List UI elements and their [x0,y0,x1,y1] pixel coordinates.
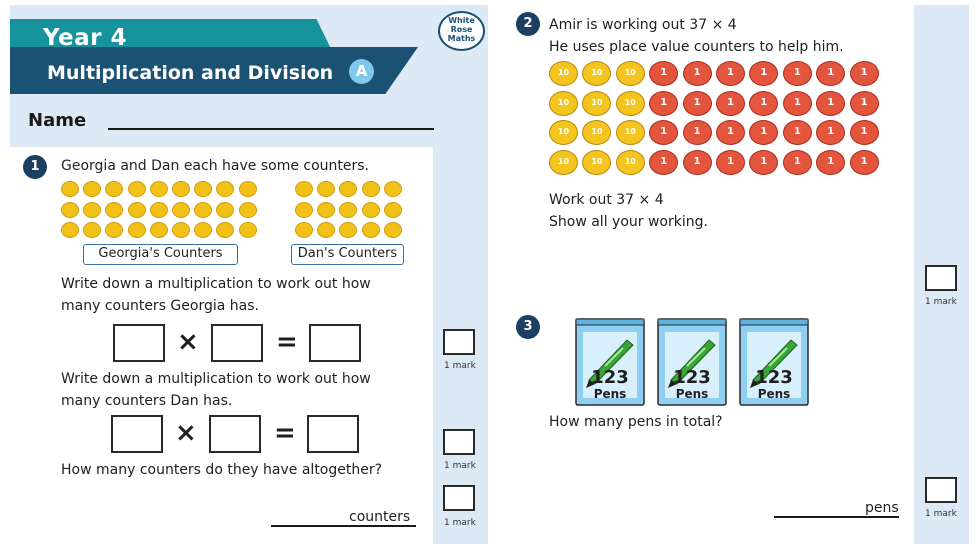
page-title: Multiplication and Division [47,62,334,84]
ten-counter: 10 [549,150,578,175]
one-counter: 1 [716,150,745,175]
q1-part-b-line1: Write down a multiplication to work out how [61,371,371,387]
one-counter: 1 [783,120,812,145]
q1-part-a-line2: many counters Georgia has. [61,298,259,314]
georgia-counter [83,202,101,218]
dan-counter [384,222,402,238]
one-counter: 1 [816,61,845,86]
georgia-counter [105,181,123,197]
georgia-counter [61,222,79,238]
ten-counter: 10 [616,91,645,116]
q2-instruction-2: Show all your working. [549,214,708,230]
pen-pack-number: 123 [755,367,793,388]
georgia-counter [83,181,101,197]
dan-counter [339,222,357,238]
georgia-counter [194,202,212,218]
one-counter: 1 [683,91,712,116]
times-symbol: × [177,327,199,357]
q1-part-a-line1: Write down a multiplication to work out how [61,276,371,292]
georgia-counter [105,222,123,238]
pen-pack-number: 123 [673,367,711,388]
one-counter: 1 [649,91,678,116]
georgia-counter [128,181,146,197]
one-counter: 1 [850,61,879,86]
ten-counter: 10 [616,150,645,175]
pen-pack-word: Pens [593,387,627,401]
dan-counter [317,181,335,197]
q1c-mark-label: 1 mark [444,518,476,528]
georgia-factor-1-box[interactable] [113,324,165,362]
georgia-counter [150,181,168,197]
equals-symbol: = [276,327,298,357]
one-counter: 1 [816,91,845,116]
logo-line: Maths [447,34,476,43]
ten-counter: 10 [549,91,578,116]
q1-answer-line[interactable] [271,525,416,527]
dan-counter [295,222,313,238]
dan-factor-1-box[interactable] [111,415,163,453]
georgia-counter [239,202,257,218]
one-counter: 1 [850,120,879,145]
white-rose-maths-logo [438,11,485,51]
pen-pack [575,318,645,406]
panel-divider [10,139,433,147]
q1c-mark-box[interactable] [443,485,475,511]
dan-counter [339,181,357,197]
one-counter: 1 [816,120,845,145]
one-counter: 1 [683,120,712,145]
dan-counter [317,222,335,238]
one-counter: 1 [716,120,745,145]
ten-counter: 10 [549,61,578,86]
equals-symbol: = [274,418,296,448]
one-counter: 1 [850,150,879,175]
q2-mark-box[interactable] [925,265,957,291]
georgia-counter [216,181,234,197]
georgia-counter [239,181,257,197]
one-counter: 1 [783,150,812,175]
georgia-counter [194,181,212,197]
times-symbol: × [175,418,197,448]
dan-counter [362,181,380,197]
logo-line: White [448,16,475,25]
question-number-2: 2 [516,12,540,36]
pen-pack [657,318,727,406]
q3-mark-label: 1 mark [925,509,957,519]
level-badge: A [349,59,374,84]
q2-instruction-1: Work out 37 × 4 [549,192,664,208]
one-counter: 1 [649,61,678,86]
ten-counter: 10 [582,150,611,175]
q2-line1: Amir is working out 37 × 4 [549,17,737,33]
georgia-counter [83,222,101,238]
georgia-counter [172,202,190,218]
one-counter: 1 [749,120,778,145]
one-counter: 1 [850,91,879,116]
one-counter: 1 [716,91,745,116]
q1-prompt: Georgia and Dan each have some counters. [61,158,369,174]
georgia-counter [128,202,146,218]
georgia-product-box[interactable] [309,324,361,362]
georgia-counter [172,181,190,197]
dan-counter [317,202,335,218]
pen-pack [739,318,809,406]
ten-counter: 10 [549,120,578,145]
one-counter: 1 [783,91,812,116]
question-number-3: 3 [516,315,540,339]
dan-counter [339,202,357,218]
question-number-1: 1 [23,155,47,179]
dan-factor-2-box[interactable] [209,415,261,453]
ten-counter: 10 [582,61,611,86]
georgia-counter [105,202,123,218]
one-counter: 1 [683,150,712,175]
pen-packs [575,318,815,408]
q3-answer-unit: pens [865,500,899,516]
dan-counters-grid [295,181,405,241]
q1-part-c: How many counters do they have altogether? [61,462,383,478]
q3-answer-line[interactable] [774,516,899,518]
one-counter: 1 [716,61,745,86]
q2-mark-label: 1 mark [925,297,957,307]
dan-counter [295,202,313,218]
georgia-counter [61,202,79,218]
ten-counter: 10 [616,120,645,145]
dan-counter [384,202,402,218]
place-value-counters [549,61,884,181]
q3-question: How many pens in total? [549,414,723,430]
pen-pack-number: 123 [591,367,629,388]
georgia-counter [61,181,79,197]
pen-pack-word: Pens [757,387,791,401]
dan-counter [384,181,402,197]
georgia-counter [172,222,190,238]
ten-counter: 10 [582,91,611,116]
q1a-mark-box[interactable] [443,329,475,355]
georgia-factor-2-box[interactable] [211,324,263,362]
q2-line2: He uses place value counters to help him. [549,39,844,55]
one-counter: 1 [816,150,845,175]
one-counter: 1 [683,61,712,86]
year-label: Year 4 [43,25,128,51]
q1a-mark-label: 1 mark [444,361,476,371]
georgia-counter [194,222,212,238]
name-label: Name [28,110,87,131]
q1b-mark-box[interactable] [443,429,475,455]
dan-product-box[interactable] [307,415,359,453]
dan-counter [295,181,313,197]
one-counter: 1 [649,120,678,145]
logo-line: Rose [450,25,473,34]
dan-counter [362,202,380,218]
dan-counter [362,222,380,238]
q1-answer-unit: counters [349,509,411,525]
q1-part-b-line2: many counters Dan has. [61,393,233,409]
georgia-counters-grid [61,181,273,241]
pen-pack-word: Pens [675,387,709,401]
georgia-counter [239,222,257,238]
georgia-counter [216,222,234,238]
name-input-line[interactable] [108,128,434,130]
one-counter: 1 [649,150,678,175]
georgia-counter [150,222,168,238]
one-counter: 1 [749,91,778,116]
georgia-counter [128,222,146,238]
ten-counter: 10 [582,120,611,145]
q1b-mark-label: 1 mark [444,461,476,471]
one-counter: 1 [783,61,812,86]
one-counter: 1 [749,150,778,175]
ten-counter: 10 [616,61,645,86]
one-counter: 1 [749,61,778,86]
georgia-counter [216,202,234,218]
q3-mark-box[interactable] [925,477,957,503]
dan-counters-label: Dan's Counters [291,244,404,265]
georgia-counter [150,202,168,218]
georgia-counters-label: Georgia's Counters [83,244,238,265]
